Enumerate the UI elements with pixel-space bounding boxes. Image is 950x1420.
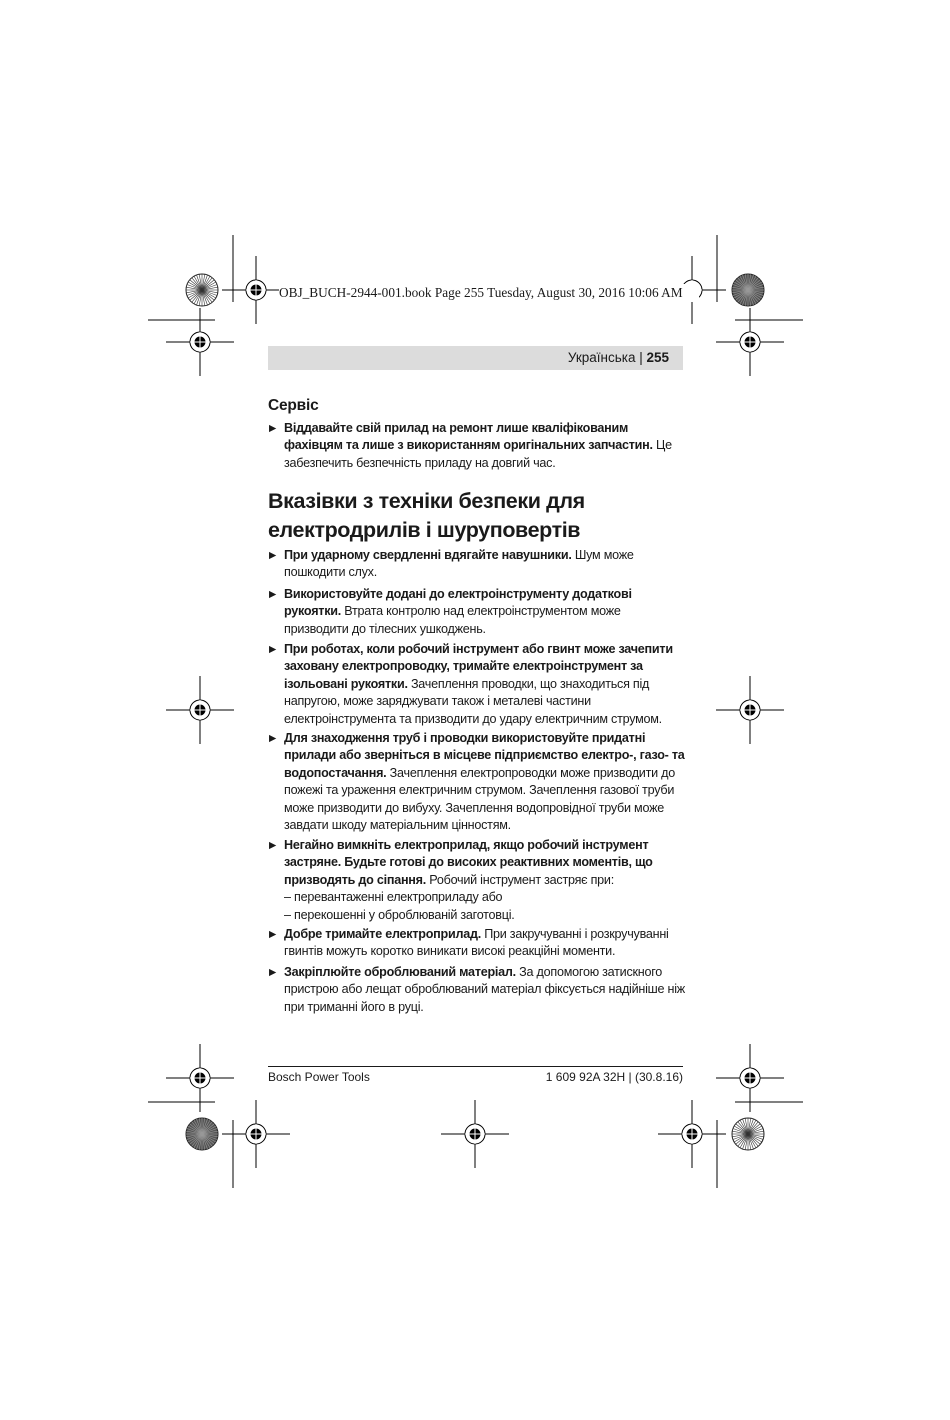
bullet-arrow-icon: ▶ bbox=[269, 929, 277, 940]
page-number: 255 bbox=[646, 350, 669, 365]
item-bold: Для знаходження труб і проводки використовуйте придатні прилади або зверніться в місцеве підприємство електро-, газо- та водопостачання. bbox=[284, 731, 685, 780]
item-sub-line: – перевантаженні електроприладу або bbox=[284, 890, 503, 905]
color-starburst-mark bbox=[186, 274, 218, 306]
item-bold: При ударному свердленні вдягайте навушники. bbox=[284, 548, 572, 562]
header-separator: | bbox=[635, 350, 647, 365]
safety-heading: Вказівки з техніки безпеки для електродрилів і шуруповертів bbox=[268, 489, 585, 542]
color-starburst-mark bbox=[186, 1118, 218, 1150]
service-item bbox=[268, 420, 688, 472]
print-info-line: OBJ_BUCH-2944-001.book Page 255 Tuesday, August 30, 2016 10:06 AM bbox=[279, 284, 699, 302]
header-language: Українська bbox=[567, 350, 636, 365]
service-heading: Сервіс bbox=[268, 397, 319, 414]
item-text: Зачеплення проводки, що знаходиться під напругою, може заряджувати також і металеві частини електроінструмента та призводити до удару електричним струмом. bbox=[284, 676, 662, 726]
item-sub-line: – перекошенні у оброблюваній заготовці. bbox=[284, 907, 515, 922]
bullet-arrow-icon: ▶ bbox=[269, 423, 277, 434]
item-text: Це забезпечить безпечність приладу на довгий час. bbox=[284, 438, 672, 470]
item-bold: Негайно вимкніть електроприлад, якщо робочий інструмент застряне. Будьте готові до високих реактивних моментів, що призводять до сіпання. bbox=[284, 838, 653, 887]
item-bold: Віддавайте свій прилад на ремонт лише кваліфікованим фахівцям та лише з використанням оригінальних запчастин. bbox=[284, 421, 653, 453]
safety-item bbox=[268, 730, 688, 834]
safety-item bbox=[268, 641, 688, 728]
color-starburst-mark bbox=[732, 274, 764, 306]
safety-item bbox=[268, 964, 688, 1016]
registration-target bbox=[658, 1100, 726, 1168]
registration-target bbox=[441, 1100, 509, 1168]
item-bold: Закріплюйте оброблюваний матеріал. bbox=[284, 965, 516, 979]
safety-item bbox=[268, 926, 688, 961]
bullet-arrow-icon: ▶ bbox=[269, 589, 277, 600]
page-header bbox=[268, 346, 683, 370]
item-text: Робочий інструмент застряє при: bbox=[426, 872, 614, 887]
safety-item bbox=[268, 586, 688, 638]
registration-target bbox=[222, 1100, 290, 1168]
color-starburst-mark bbox=[732, 1118, 764, 1150]
registration-target bbox=[716, 676, 784, 744]
item-text: При закручуванні і розкручуванні гвинтів можуть коротко виникати високі реакційні моменти. bbox=[284, 927, 669, 959]
bullet-arrow-icon: ▶ bbox=[269, 840, 277, 851]
bullet-arrow-icon: ▶ bbox=[269, 733, 277, 744]
registration-target bbox=[166, 308, 234, 376]
item-text: За допомогою затискного пристрою або лещат оброблюваний матеріал фіксується надійніше ніж при триманні його в руці. bbox=[284, 965, 685, 1014]
bullet-arrow-icon: ▶ bbox=[269, 644, 277, 655]
item-text: Втрата контролю над електроінструментом може призводити до тілесних ушкоджень. bbox=[284, 604, 621, 636]
item-bold: Добре тримайте електроприлад. bbox=[284, 927, 481, 941]
item-text: Шум може пошкодити слух. bbox=[284, 548, 634, 580]
footer-doc-number: 1 609 92A 32H | (30.8.16) bbox=[545, 1070, 683, 1084]
footer-rule bbox=[268, 1066, 683, 1067]
safety-item bbox=[268, 547, 688, 582]
item-text: Зачеплення електропроводки може призводити до пожежі та ураження електричним струмом. Зачеплення газової труби може призводити до вибуху. Зачеплення водопровідної труби може завдати шкоду матеріальним цінностям. bbox=[284, 765, 675, 833]
registration-target bbox=[716, 308, 784, 376]
safety-item bbox=[268, 837, 688, 924]
bullet-arrow-icon: ▶ bbox=[269, 967, 277, 978]
registration-target bbox=[166, 676, 234, 744]
footer-brand: Bosch Power Tools bbox=[268, 1070, 370, 1084]
header-text bbox=[568, 346, 669, 370]
bullet-arrow-icon: ▶ bbox=[269, 550, 277, 561]
item-bold: При роботах, коли робочий інструмент або гвинт може зачепити заховану електропроводку, тримайте електроінструмент за ізольовані рукоятки. bbox=[284, 642, 673, 691]
item-bold: Використовуйте додані до електроінструменту додаткові рукоятки. bbox=[284, 587, 632, 619]
